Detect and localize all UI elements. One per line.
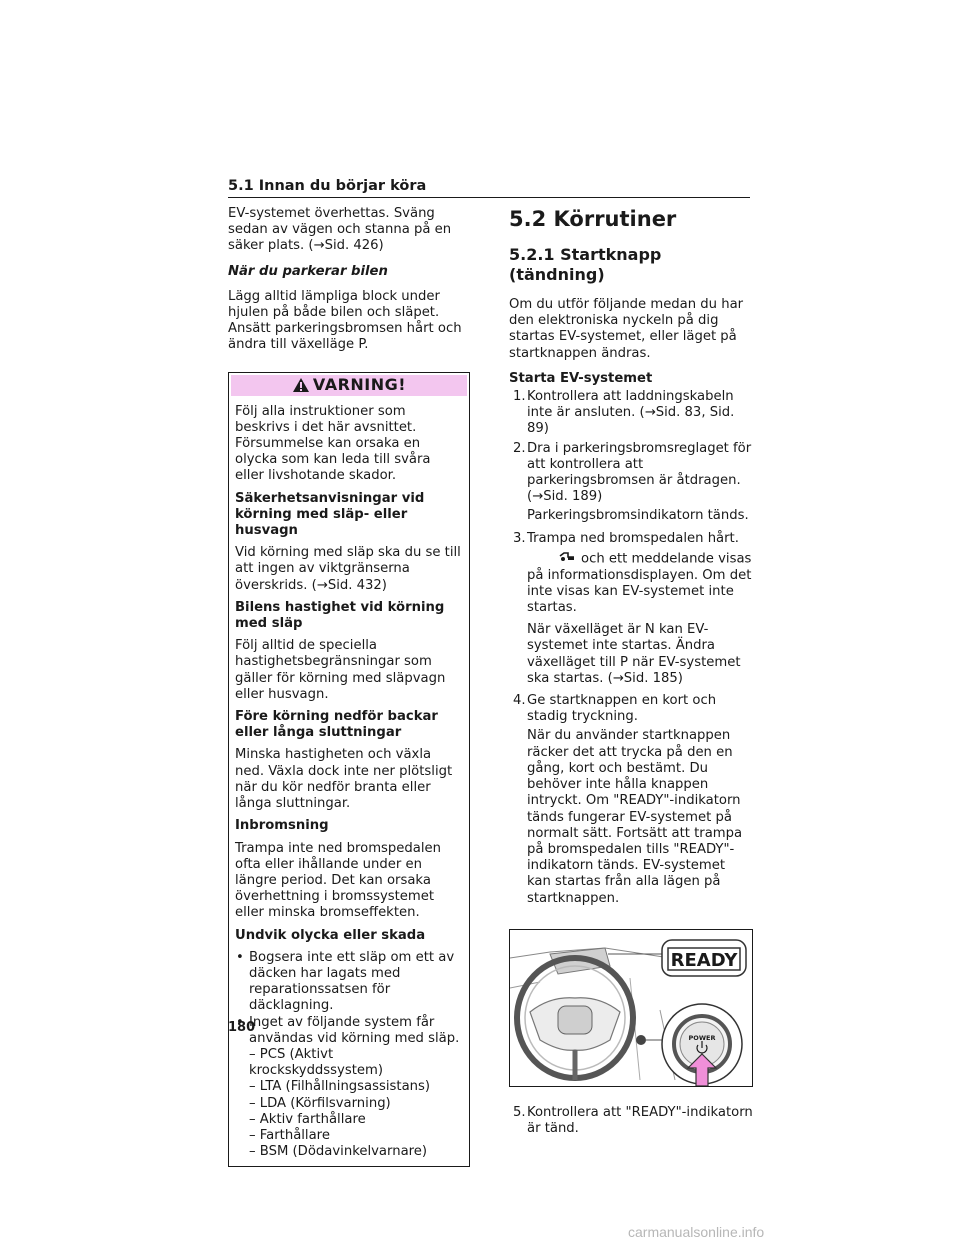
step-number: 4.: [513, 693, 526, 709]
warning-subheading: Före körning nedför backar eller långa sluttningar: [235, 709, 438, 741]
step-note: När växelläget är N kan EV-systemet inte startas. Ändra växelläget till P när EV-systemet ska startas. (→Sid. 185): [527, 622, 741, 686]
start-heading: Starta EV-systemet: [509, 370, 653, 386]
power-label: POWER: [688, 1033, 716, 1042]
step-text: Kontrollera att "READY"-indikatorn är tänd.: [527, 1104, 753, 1136]
step-note-text: och ett meddelande visas på informationsdisplayen. Om det inte visas kan EV-systemet inte startas.: [527, 551, 752, 616]
system-item: – PCS (Aktivt krockskyddssystem): [249, 1046, 383, 1079]
warning-text: Trampa inte ned bromspedalen ofta eller ihållande under en längre period. Det kan orsaka överhettning i bromssystemet eller minska bromseffekten.: [235, 840, 442, 921]
warning-subheading: Inbromsning: [235, 818, 329, 834]
step-text: Kontrollera att laddningskabeln inte är ansluten. (→Sid. 83, Sid. 89): [527, 389, 735, 437]
section-title: 5.2.1 Startknapp (tändning): [509, 245, 662, 284]
step-number: 3.: [513, 530, 526, 546]
step-number: 5.: [513, 1104, 526, 1120]
parking-heading: När du parkerar bilen: [228, 263, 388, 279]
steering-wheel-icon: [517, 958, 633, 1080]
system-item: – LDA (Körfilsvarning): [249, 1095, 391, 1111]
step-text: Ge startknappen en kort och stadig tryckning.: [527, 693, 717, 725]
dashboard-illustration: [510, 930, 752, 1086]
left-column: [228, 206, 470, 1167]
warning-text: Följ alltid de speciella hastighetsbegränsningar som gäller för körning med släpvagn eller husvagn.: [235, 638, 446, 702]
intro-text: Om du utför följande medan du har den elektroniska nyckeln på dig startas EV-systemet, eller läget på startknappen ändras.: [509, 297, 744, 361]
step-item: [509, 1105, 753, 1137]
warning-intro: Följ alla instruktioner som beskrivs i det här avsnittet. Försummelse kan orsaka en olycka som kan leda till svåra eller livshotande skador.: [235, 403, 431, 484]
brake-warning-icon: [559, 550, 575, 567]
step-item: [509, 441, 753, 506]
right-column: [509, 206, 753, 1140]
step-note: Parkeringsbromsindikatorn tänds.: [527, 508, 749, 524]
warning-box: [228, 372, 470, 1168]
warning-subheading: Säkerhetsanvisningar vid körning med släp- eller husvagn: [235, 490, 425, 539]
parking-text: Lägg alltid lämpliga block under hjulen på både bilen och släpet. Ansätt parkeringsbromsen hårt och ändra till växelläge P.: [228, 288, 462, 353]
warning-subheading: Bilens hastighet vid körning med släp: [235, 599, 445, 632]
step-item: [509, 531, 753, 547]
step-text: Dra i parkeringsbromsreglaget för att kontrollera att parkeringsbromsen är åtdragen. (→Sid. 189): [527, 440, 752, 505]
warning-body: [229, 398, 469, 1161]
warning-subheading: Undvik olycka eller skada: [235, 927, 426, 943]
chapter-title: 5.2 Körrutiner: [509, 207, 677, 231]
paragraph: EV-systemet överhettas. Sväng sedan av vägen och stanna på en säker plats. (→Sid. 426): [228, 206, 452, 254]
ready-label: READY: [670, 949, 738, 971]
warning-text: Minska hastigheten och växla ned. Växla dock inte ner plötsligt när du kör nedför branta eller långa sluttningar.: [235, 747, 453, 812]
step-text: Trampa ned bromspedalen hårt.: [527, 530, 739, 546]
step-note: [509, 550, 753, 616]
bullet-item: • Inget av följande system får användas vid körning med släp.: [235, 1015, 463, 1047]
figure-start-button: [509, 929, 753, 1087]
system-item: – LTA (Filhållningsassistans): [249, 1079, 431, 1095]
warning-icon: [292, 377, 310, 393]
system-item: – Farthållare: [249, 1127, 330, 1143]
step-number: 2.: [513, 440, 526, 456]
bullet-item: • Bogsera inte ett släp om ett av däcken har lagats med reparationssatsen för däcklagning.: [235, 950, 463, 1015]
system-item: – BSM (Dödavinkelvarnare): [249, 1144, 428, 1160]
watermark[interactable]: carmanualsonline.info: [628, 1224, 765, 1240]
step-item: [509, 389, 753, 438]
warning-banner: [231, 375, 467, 396]
page-number: 180: [228, 1020, 256, 1035]
step-number: 1.: [513, 389, 526, 405]
step-item: [509, 693, 753, 725]
warning-title: VARNING!: [312, 375, 407, 395]
system-item: – Aktiv farthållare: [249, 1111, 366, 1127]
section-header: 5.1 Innan du börjar köra: [228, 178, 750, 198]
step-note: När du använder startknappen räcker det att trycka på den en gång, kort och bestämt. Du behöver inte hålla knappen intryckt. Om "READY"-indikatorn tänds fungerar EV-systemet på normalt sätt. Fortsätt att trampa på bromspedalen tills "READY"-indikatorn tänds. EV-systemet kan startas från alla lägen på startknappen.: [527, 728, 743, 906]
warning-text: Vid körning med släp ska du se till att ingen av viktgränserna överskrids. (→Sid. 432): [235, 545, 461, 593]
